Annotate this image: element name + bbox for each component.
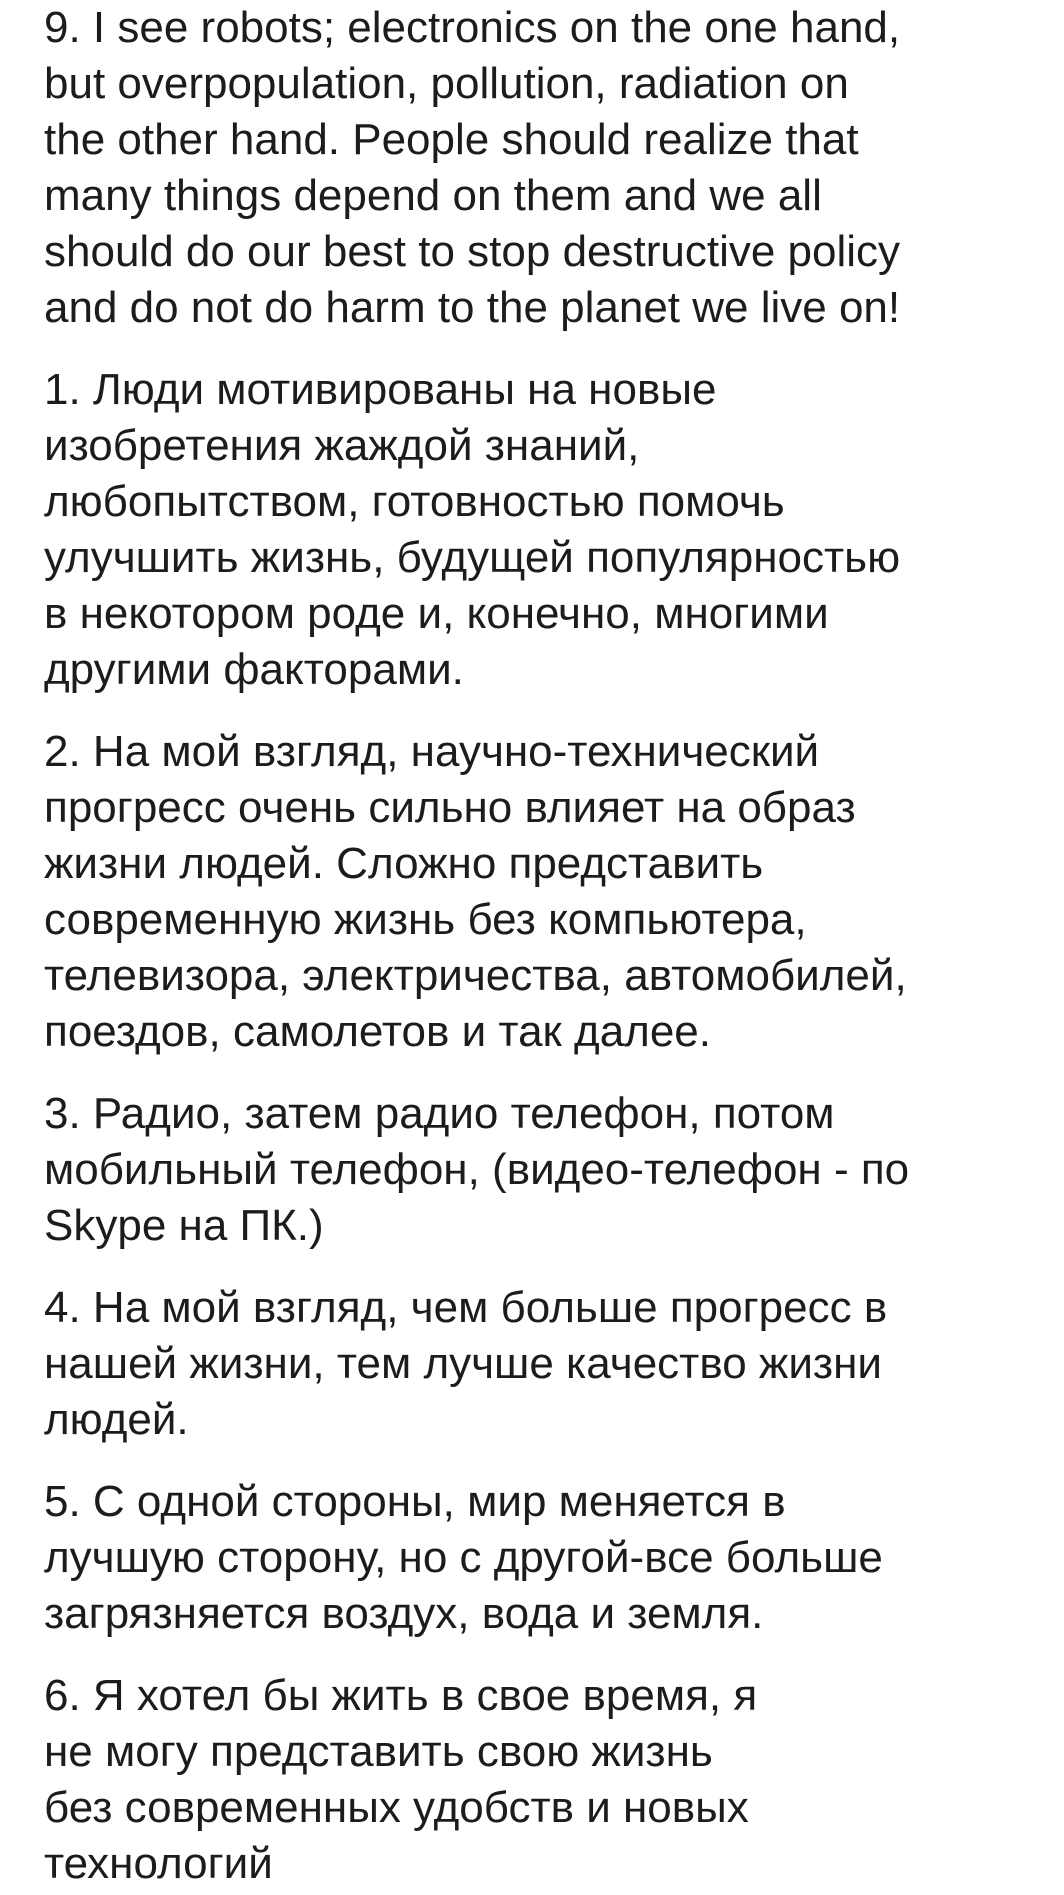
text-line: другими факторами. (44, 645, 464, 694)
text-line: лучшую сторону, но с другой-все больше (44, 1533, 883, 1582)
paragraph-3 (44, 1086, 1054, 1254)
text-line: любопытством, готовностью помочь (44, 477, 785, 526)
text-line: мобильный телефон, (видео-телефон - по (44, 1145, 910, 1194)
text-line: the other hand. People should realize that (44, 115, 859, 164)
text-line: 6. Я хотел бы жить в свое время, я (44, 1671, 758, 1720)
text-line: should do our best to stop destructive policy (44, 227, 901, 276)
text-line: изобретения жаждой знаний, (44, 421, 640, 470)
text-line: телевизора, электричества, автомобилей, (44, 951, 907, 1000)
text-line: Skype на ПК.) (44, 1201, 324, 1250)
text-line: современную жизнь без компьютера, (44, 895, 807, 944)
text-line: без современных удобств и новых (44, 1783, 749, 1832)
document-text (44, 0, 1054, 1895)
text-line: не могу представить свою жизнь (44, 1727, 713, 1776)
text-line: 5. С одной стороны, мир меняется в (44, 1477, 786, 1526)
text-line: улучшить жизнь, будущей популярностью (44, 533, 901, 582)
text-line: людей. (44, 1395, 189, 1444)
text-line: технологий (44, 1839, 273, 1888)
paragraph-5 (44, 1474, 1054, 1642)
text-line: загрязняется воздух, вода и земля. (44, 1589, 764, 1638)
text-line: but overpopulation, pollution, radiation on (44, 59, 849, 108)
text-line: нашей жизни, тем лучше качество жизни (44, 1339, 882, 1388)
paragraph-6 (44, 1668, 1054, 1892)
text-line: 1. Люди мотивированы на новые (44, 365, 717, 414)
paragraph-2 (44, 724, 1054, 1060)
text-line: в некотором роде и, конечно, многими (44, 589, 829, 638)
paragraph-4 (44, 1280, 1054, 1448)
text-line: жизни людей. Сложно представить (44, 839, 764, 888)
text-line: 2. На мой взгляд, научно-технический (44, 727, 820, 776)
text-line: 9. I see robots; electronics on the one hand, (44, 3, 901, 52)
text-line: 4. На мой взгляд, чем больше прогресс в (44, 1283, 888, 1332)
text-line: 3. Радио, затем радио телефон, потом (44, 1089, 835, 1138)
text-line: поездов, самолетов и так далее. (44, 1007, 712, 1056)
text-line: many things depend on them and we all (44, 171, 822, 220)
paragraph-9 (44, 0, 1054, 336)
paragraph-1 (44, 362, 1054, 698)
text-line: and do not do harm to the planet we live on! (44, 283, 901, 332)
text-line: прогресс очень сильно влияет на образ (44, 783, 856, 832)
